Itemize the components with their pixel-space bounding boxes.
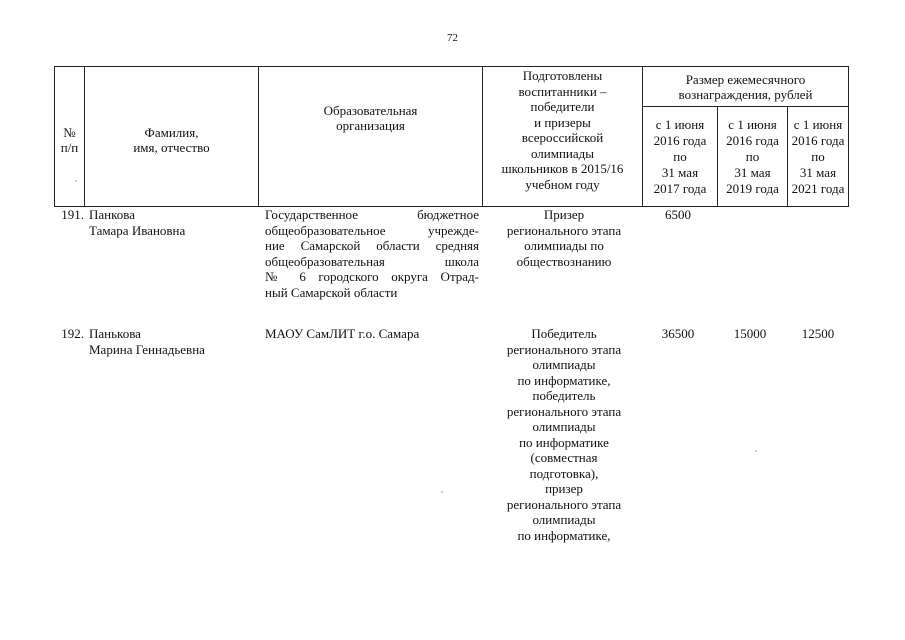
row-organization: МАОУ СамЛИТ г.о. Самара xyxy=(265,326,420,341)
header-period-2021: с 1 июня 2016 года по 31 мая 2021 года xyxy=(788,107,849,207)
row-reward-2019: 15000 xyxy=(733,326,767,341)
row-name: Панкова Тамара Ивановна xyxy=(89,207,186,238)
header-organization: Образовательная организация xyxy=(259,67,483,207)
row-number: 191. xyxy=(61,207,84,222)
header-period-2017: с 1 июня 2016 года по 31 мая 2017 года xyxy=(643,107,718,207)
header-name: Фамилия, имя, отчество xyxy=(85,67,259,207)
row-reward-2017: 6500 xyxy=(665,207,691,222)
row-number: 192. xyxy=(61,326,84,341)
header-reward: Размер ежемесячного вознаграждения, рублей xyxy=(643,67,849,107)
row-name: Панькова Марина Геннадьевна xyxy=(89,326,205,357)
scan-speck xyxy=(755,450,757,452)
header-number: № п/п xyxy=(55,67,85,207)
row-result: Призер регионального этапа олимпиады по обществознанию xyxy=(506,207,622,269)
header-period-2019: с 1 июня 2016 года по 31 мая 2019 года xyxy=(718,107,788,207)
row-result: Победитель регионального этапа олимпиады по информатике, победитель регионального этапа олимпиады по информатике (совместная подготовка), призер регионального этапа олимпиады по информатике, xyxy=(506,326,622,543)
scan-speck xyxy=(441,491,443,493)
page-number: 72 xyxy=(447,32,458,44)
table-header xyxy=(54,66,849,207)
row-reward-2017: 36500 xyxy=(661,326,695,341)
header-prepared: Подготовлены воспитанники – победители и призеры всероссийской олимпиады школьников в 2015/16 учебном году xyxy=(483,67,643,207)
row-organization: Государственное бюджетное общеобразовательное учрежде- ние Самарской области средняя общеобразовательная школа № 6 городского округа Отрад- ный Самарской области xyxy=(265,207,479,300)
row-reward-2021: 12500 xyxy=(801,326,835,341)
scan-speck xyxy=(75,180,77,182)
